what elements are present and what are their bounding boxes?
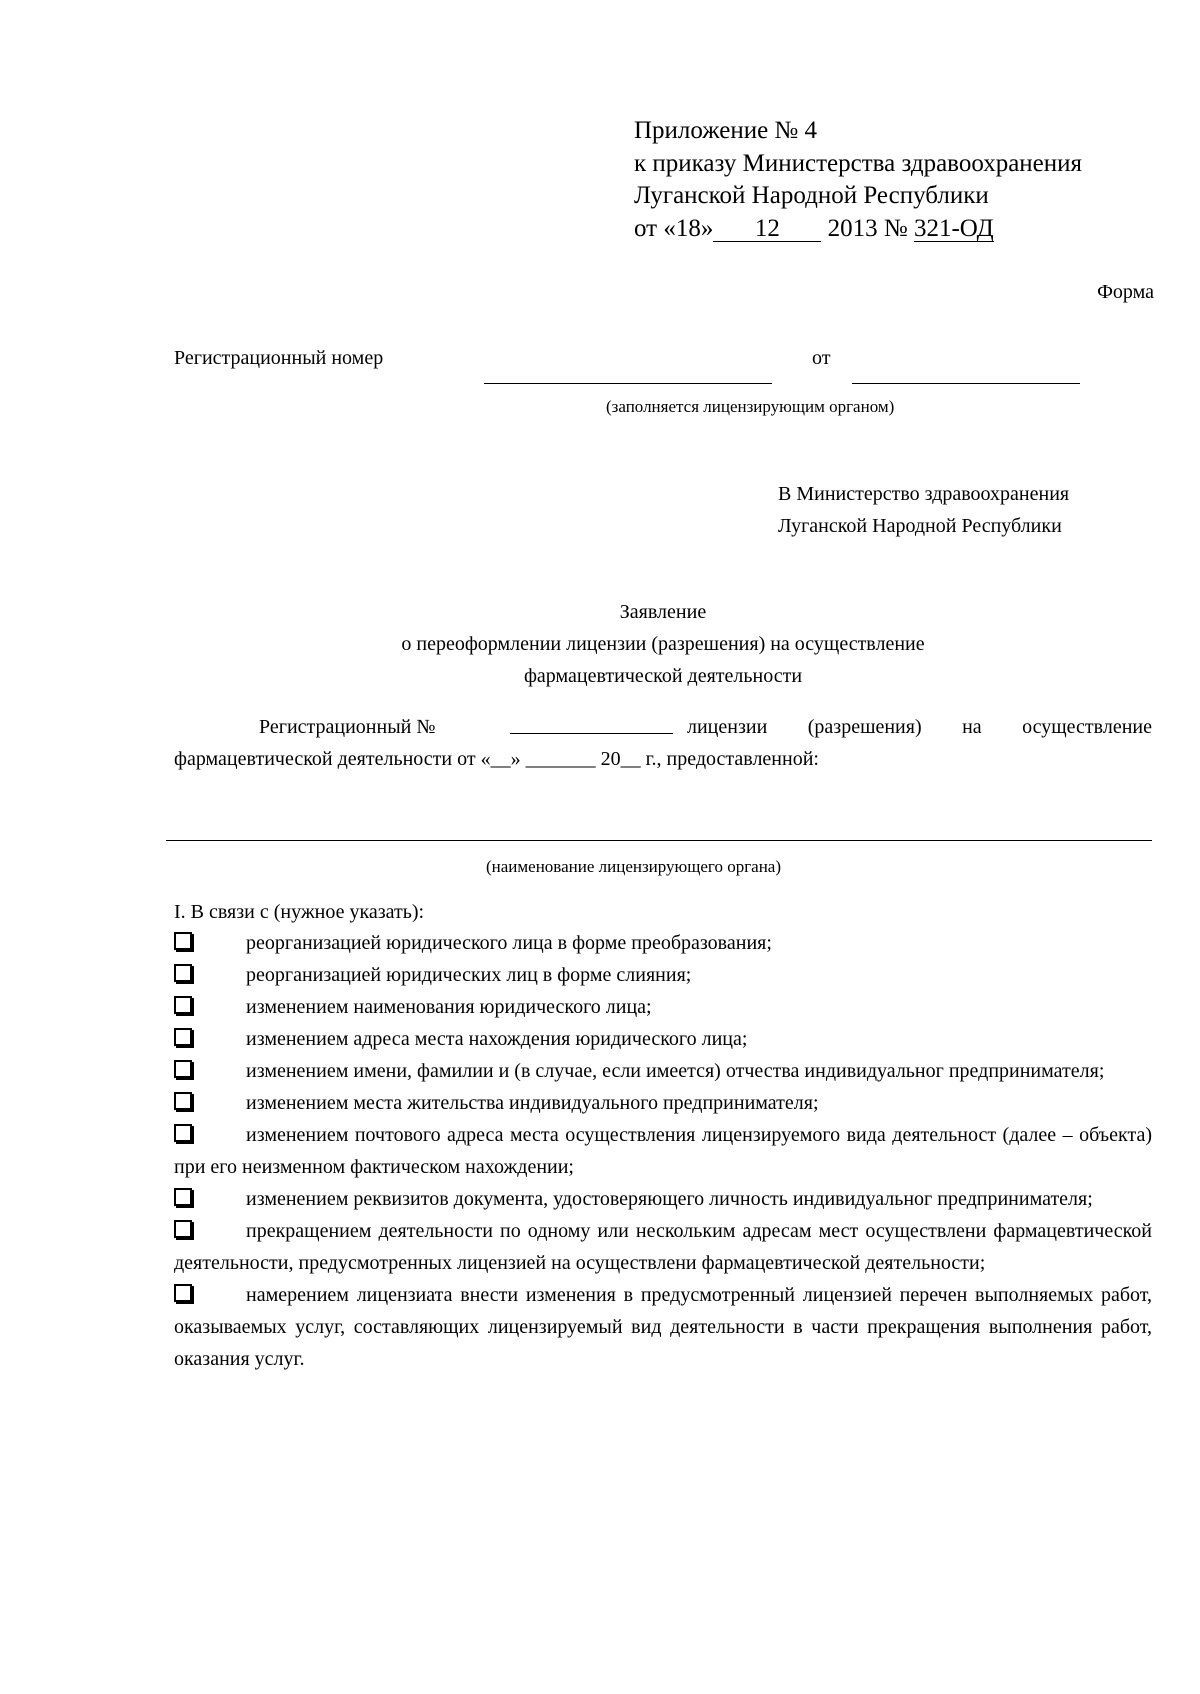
list-item-text: изменением адреса места нахождения юридического лица; bbox=[246, 1028, 748, 1050]
section-heading: I. В связи с (нужное указать): bbox=[174, 901, 425, 923]
intro-reg-label: Регистрационный № bbox=[259, 716, 436, 738]
list-item bbox=[174, 959, 1152, 991]
list-item-text: реорганизацией юридических лиц в форме слияния; bbox=[246, 964, 692, 986]
document-title bbox=[174, 596, 1152, 692]
order-reference: к приказу Министерства здравоохранения bbox=[634, 149, 1083, 177]
title-line-2: о переоформлении лицензии (разрешения) на осуществление bbox=[401, 633, 925, 655]
registration-number-line[interactable] bbox=[484, 383, 772, 384]
checkbox[interactable] bbox=[174, 1284, 192, 1302]
list-item-text: прекращением деятельности по одному или нескольким адресам мест осуществлени фармацевтической деятельности, предусмотренных лицензией на осуществлени фармацевтической деятельности; bbox=[174, 1220, 1152, 1274]
republic-name: Луганской Народной Республики bbox=[634, 182, 989, 209]
order-date-prefix: от «18» bbox=[634, 214, 714, 242]
reason-list bbox=[174, 927, 1152, 1375]
order-date-month: 12 bbox=[713, 217, 821, 242]
checkbox[interactable] bbox=[174, 932, 192, 950]
addressee-line-2: Луганской Народной Республики bbox=[778, 515, 1062, 537]
intro-paragraph bbox=[174, 711, 1152, 775]
list-item bbox=[174, 1087, 1152, 1119]
title-line-3: фармацевтической деятельности bbox=[523, 665, 803, 687]
list-item bbox=[174, 927, 1152, 959]
appendix-number: Приложение № 4 bbox=[634, 117, 818, 144]
order-date-line bbox=[634, 213, 1082, 246]
checkbox[interactable] bbox=[174, 1220, 192, 1238]
list-item-text: изменением наименования юридического лица; bbox=[246, 996, 652, 1018]
order-number: 321-ОД bbox=[913, 214, 994, 242]
list-item-text: изменением реквизитов документа, удостоверяющего личность индивидуальног предпринимателя; bbox=[246, 1188, 1093, 1210]
list-item bbox=[174, 1023, 1152, 1055]
checkbox[interactable] bbox=[174, 1092, 192, 1110]
addressee-line-1: В Министерство здравоохранения bbox=[778, 483, 1070, 505]
list-item bbox=[174, 1279, 1152, 1375]
checkbox[interactable] bbox=[174, 996, 192, 1014]
checkbox[interactable] bbox=[174, 964, 192, 982]
addressee bbox=[778, 478, 1069, 542]
intro-line-2: фармацевтической деятельности от «__» _______ 20__ г., предоставленной: bbox=[174, 748, 819, 770]
order-date-year: 2013 № bbox=[827, 214, 908, 242]
intro-license-text: лицензии (разрешения) на осуществление bbox=[687, 716, 1152, 738]
form-label: Форма bbox=[1097, 281, 1154, 303]
checkbox[interactable] bbox=[174, 1124, 192, 1142]
intro-reg-blank[interactable] bbox=[510, 733, 673, 734]
registration-date-line[interactable] bbox=[852, 383, 1080, 384]
list-item-text: изменением почтового адреса места осуществления лицензируемого вида деятельност (далее – объекта) при его неизменном фактическом нахождении; bbox=[174, 1124, 1152, 1178]
list-item bbox=[174, 991, 1152, 1023]
checkbox[interactable] bbox=[174, 1188, 192, 1206]
registration-label: Регистрационный номер bbox=[174, 347, 384, 369]
registration-hint: (заполняется лицензирующим органом) bbox=[606, 397, 895, 416]
checkbox[interactable] bbox=[174, 1028, 192, 1046]
list-item bbox=[174, 1119, 1152, 1183]
appendix-header bbox=[634, 115, 1082, 245]
licensing-body-line[interactable] bbox=[166, 840, 1152, 841]
list-item-text: реорганизацией юридического лица в форме преобразования; bbox=[246, 932, 772, 954]
list-item-text: изменением имени, фамилии и (в случае, если имеется) отчества индивидуальног предпринимателя; bbox=[246, 1060, 1105, 1082]
list-item-text: намерением лицензиата внести изменения в предусмотренный лицензией перечен выполняемых работ, оказываемых услуг, составляющих лицензируемый вид деятельности в части прекращения выполнения работ, оказания услуг. bbox=[174, 1284, 1152, 1370]
title-line-1: Заявление bbox=[619, 601, 707, 623]
registration-from-label: от bbox=[812, 347, 831, 369]
list-item bbox=[174, 1055, 1152, 1087]
intro-line-1 bbox=[174, 711, 1152, 743]
list-item bbox=[174, 1215, 1152, 1279]
list-item bbox=[174, 1183, 1152, 1215]
licensing-body-hint: (наименование лицензирующего органа) bbox=[486, 857, 782, 876]
checkbox[interactable] bbox=[174, 1060, 192, 1078]
list-item-text: изменением места жительства индивидуального предпринимателя; bbox=[246, 1092, 819, 1114]
